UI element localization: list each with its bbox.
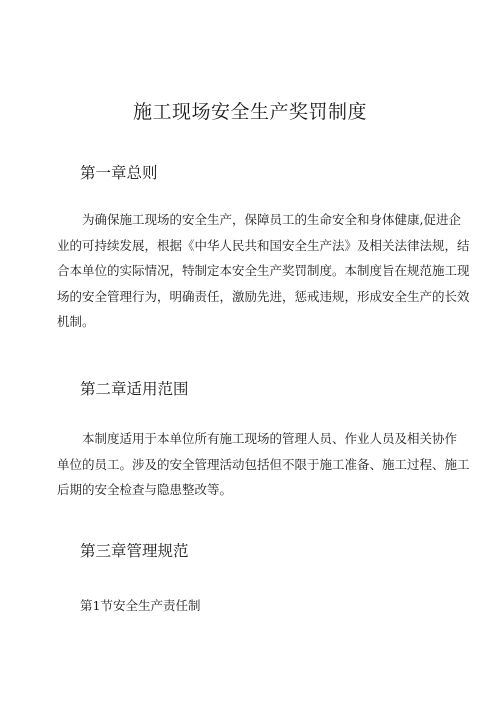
paragraph-line: 单位的员工。涉及的安全管理活动包括但不限于施工准备、施工过程、施工 [57, 456, 470, 472]
paragraph-line: 后期的安全检查与隐患整改等。 [57, 482, 233, 497]
paragraph-line: 合本单位的实际情况，特制定本安全生产奖罚制度。本制度旨在规范施工现 [57, 263, 470, 278]
paragraph-line: 场的安全管理行为，明确责任，激励先进，惩戒违规，形成安全生产的长效 [57, 288, 470, 304]
document-title: 施工现场安全生产奖罚制度 [132, 101, 367, 123]
chapter-2-heading: 第二章适用范围 [80, 380, 189, 398]
paragraph-line: 业的可持续发展，根据《中华人民共和国安全生产法》及相关法律法规，结 [57, 237, 470, 253]
paragraph-line: 机制。 [57, 314, 95, 329]
chapter-1-heading: 第一章总则 [80, 164, 158, 182]
chapter-1-paragraph [57, 207, 470, 335]
paragraph-line: 本制度适用于本单位所有施工现场的管理人员、作业人员及相关协作 [82, 431, 458, 446]
paragraph-line: 为确保施工现场的安全生产，保障员工的生命安全和身体健康,促进企 [82, 212, 461, 227]
chapter-2-paragraph [57, 426, 470, 503]
section-1-title: 第1节安全生产责任制 [80, 598, 201, 613]
chapter-3-heading: 第三章管理规范 [80, 542, 189, 560]
